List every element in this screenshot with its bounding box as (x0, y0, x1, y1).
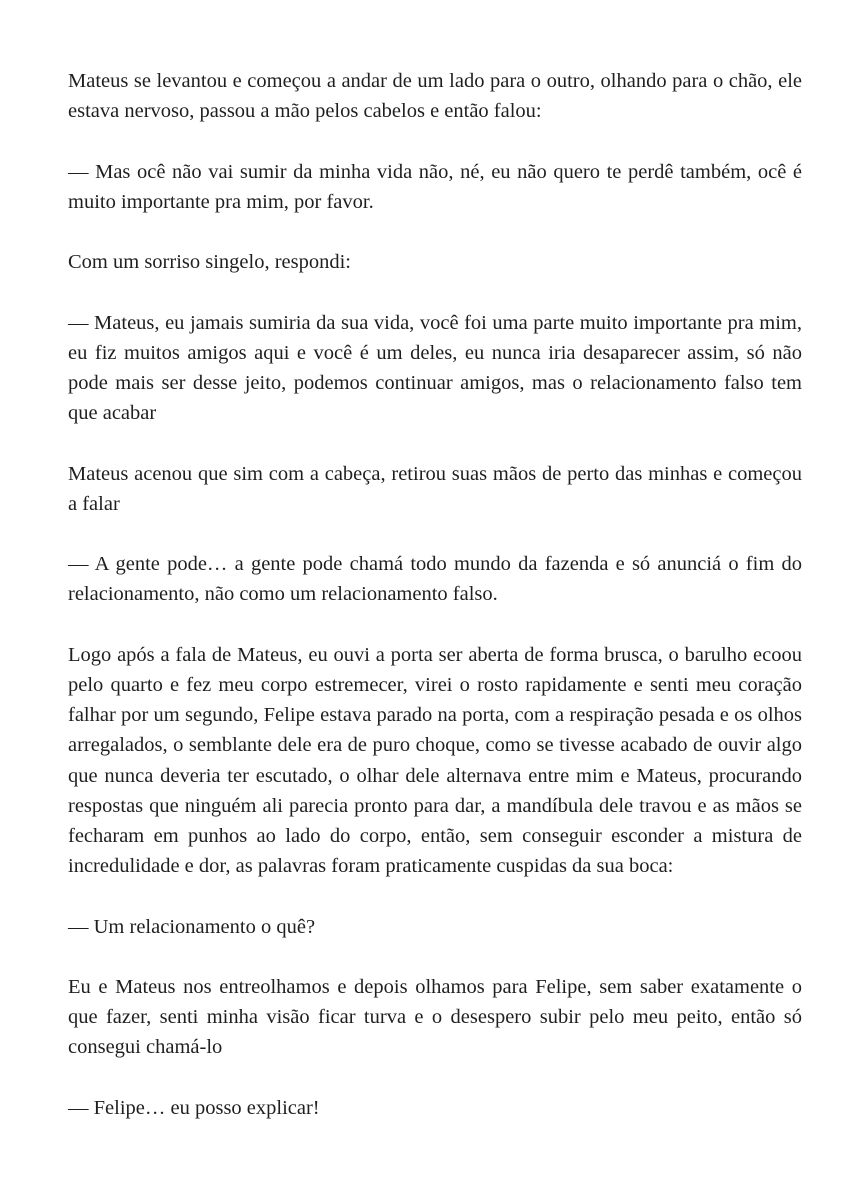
paragraph-10: — Felipe… eu posso explicar! (68, 1096, 320, 1119)
paragraph-9: Eu e Mateus nos entreolhamos e depois olhamos para Felipe, sem saber exatamente o que fazer, senti minha visão ficar turva e o desespero subir pelo meu peito, então só consegui chamá-lo (68, 975, 802, 1059)
paragraph-5: Mateus acenou que sim com a cabeça, retirou suas mãos de perto das minhas e começou a falar (68, 462, 802, 515)
document-page (68, 66, 802, 1123)
paragraph-1: Mateus se levantou e começou a andar de um lado para o outro, olhando para o chão, ele estava nervoso, passou a mão pelos cabelos e então falou: (68, 70, 802, 123)
paragraph-3: Com um sorriso singelo, respondi: (68, 251, 352, 274)
paragraph-4: — Mateus, eu jamais sumiria da sua vida, você foi uma parte muito importante pra mim, eu fiz muitos amigos aqui e você é um deles, eu nunca iria desaparecer assim, só não pode mais ser desse jeito, podemos continuar amigos, mas o relacionamento falso tem que acabar (68, 311, 802, 425)
paragraph-6: — A gente pode… a gente pode chamá todo mundo da fazenda e só anunciá o fim do relacionamento, não como um relacionamento falso. (68, 553, 802, 606)
paragraph-2: — Mas ocê não vai sumir da minha vida não, né, eu não quero te perdê também, ocê é muito importante pra mim, por favor. (68, 160, 802, 213)
paragraph-8: — Um relacionamento o quê? (68, 915, 316, 938)
paragraph-7: Logo após a fala de Mateus, eu ouvi a porta ser aberta de forma brusca, o barulho ecoou pelo quarto e fez meu corpo estremecer, virei o rosto rapidamente e senti meu coração falhar por um segundo, Felipe estava parado na porta, com a respiração pesada e os olhos arregalados, o semblante dele era de puro choque, como se tivesse acabado de ouvir algo que nunca deveria ter escutado, o olhar dele alternava entre mim e Mateus, procurando respostas que ninguém ali parecia pronto para dar, a mandíbula dele travou e as mãos se fecharam em punhos ao lado do corpo, então, sem conseguir esconder a mistura de incredulidade e dor, as palavras foram praticamente cuspidas da sua boca: (68, 643, 802, 878)
